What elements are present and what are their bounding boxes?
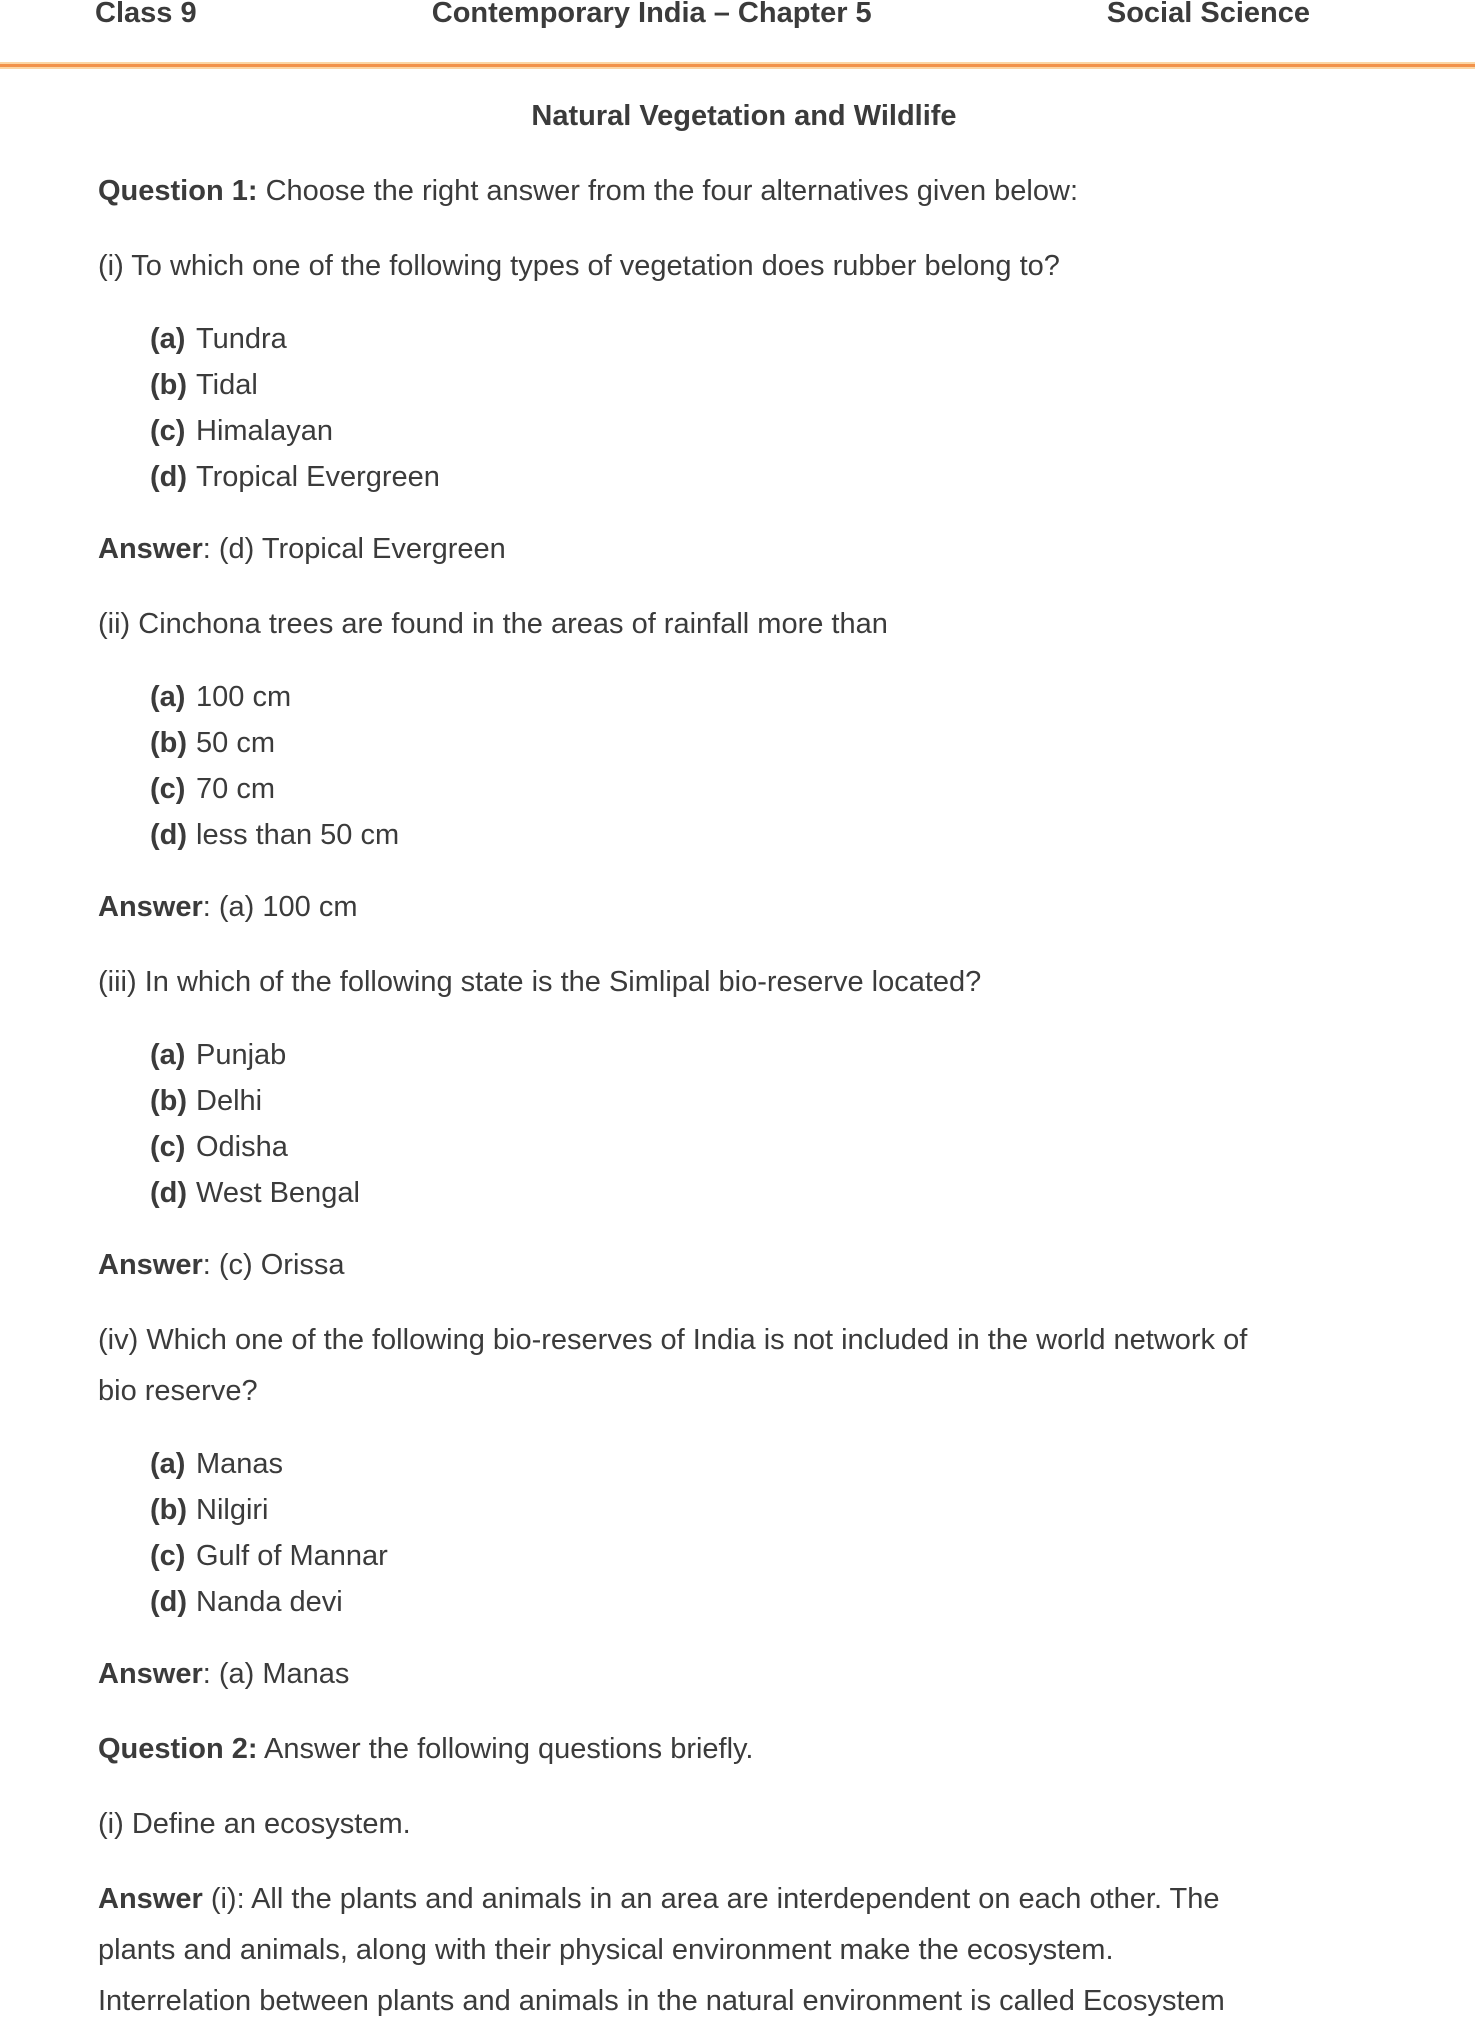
mcq-question-iii: (iii) In which of the following state is the Simlipal bio-reserve located? [98, 966, 982, 998]
option-row [150, 674, 1390, 720]
option-text: West Bengal [196, 1177, 360, 1209]
option-row [150, 1124, 1390, 1170]
mcq-question-i: (i) To which one of the following types of vegetation does rubber belong to? [98, 250, 1060, 282]
option-text: Odisha [196, 1131, 288, 1163]
answer-line-iii [98, 1240, 1390, 1291]
answer-label: Answer [98, 1658, 203, 1690]
option-row [150, 1533, 1390, 1579]
option-label: (a) [150, 1039, 186, 1071]
mcq-question-iv-line2: bio reserve? [98, 1375, 258, 1407]
option-label: (c) [150, 1540, 186, 1572]
option-row [150, 812, 1390, 858]
option-label: (b) [150, 369, 188, 401]
answer-label: Answer [98, 533, 203, 565]
option-text: Tidal [196, 369, 258, 401]
mcq-question-iv [98, 1315, 1390, 1417]
answer-text: : (c) Orissa [202, 1249, 345, 1281]
option-label: (d) [150, 1177, 188, 1209]
option-row [150, 1032, 1390, 1078]
option-label: (d) [150, 461, 188, 493]
page-header [0, 0, 1475, 29]
page-title: Natural Vegetation and Wildlife [531, 100, 957, 132]
answer-paragraph-line3: Interrelation between plants and animals in the natural environment is called Ecosystem [98, 1985, 1225, 2017]
answer-paragraph [98, 1874, 1390, 2027]
option-row [150, 720, 1390, 766]
option-row [150, 1487, 1390, 1533]
option-text: 50 cm [196, 727, 275, 759]
option-text: Tropical Evergreen [196, 461, 440, 493]
chapter-title: Contemporary India – Chapter 5 [431, 0, 872, 29]
option-label: (b) [150, 1494, 188, 1526]
option-label: (b) [150, 727, 188, 759]
options-list-iii [150, 1032, 1390, 1216]
option-label: (d) [150, 819, 188, 851]
class-label: Class 9 [95, 0, 197, 29]
question-2-heading [98, 1724, 1390, 1775]
divider-rule [0, 64, 1475, 67]
answer-paragraph-line2: plants and animals, along with their physical environment make the ecosystem. [98, 1934, 1114, 1966]
question-1-label: Question 1: [98, 175, 258, 207]
option-text: 100 cm [196, 681, 292, 713]
option-text: 70 cm [196, 773, 275, 805]
answer-label: Answer [98, 1249, 203, 1281]
option-text: less than 50 cm [196, 819, 400, 851]
mcq-question-ii: (ii) Cinchona trees are found in the areas of rainfall more than [98, 608, 888, 640]
option-row [150, 1441, 1390, 1487]
option-text: Nilgiri [196, 1494, 269, 1526]
option-row [150, 766, 1390, 812]
sub-question-define-ecosystem: (i) Define an ecosystem. [98, 1808, 411, 1840]
answer-line-iv [98, 1649, 1390, 1700]
option-label: (c) [150, 1131, 186, 1163]
answer-paragraph-line1 [98, 1874, 1390, 1925]
answer-line-i [98, 524, 1390, 575]
question-1-heading [98, 166, 1390, 217]
options-list-ii [150, 674, 1390, 858]
option-label: (c) [150, 773, 186, 805]
option-row [150, 362, 1390, 408]
option-label: (a) [150, 323, 186, 355]
option-row [150, 1579, 1390, 1625]
option-row [150, 454, 1390, 500]
option-text: Tundra [196, 323, 287, 355]
answer-text: : (d) Tropical Evergreen [202, 533, 506, 565]
option-text: Manas [196, 1448, 284, 1480]
option-text: Gulf of Mannar [196, 1540, 388, 1572]
options-list-iv [150, 1441, 1390, 1625]
question-2-intro: Answer the following questions briefly. [257, 1733, 754, 1765]
option-row [150, 316, 1390, 362]
options-list-i [150, 316, 1390, 500]
mcq-question-iv-line1: (iv) Which one of the following bio-reserves of India is not included in the world network of [98, 1324, 1248, 1356]
option-label: (a) [150, 1448, 186, 1480]
option-row [150, 1078, 1390, 1124]
option-text: Himalayan [196, 415, 333, 447]
option-label: (a) [150, 681, 186, 713]
answer-label: Answer [98, 891, 203, 923]
subject-label: Social Science [1106, 0, 1310, 29]
option-text: Punjab [196, 1039, 287, 1071]
option-row [150, 1170, 1390, 1216]
document-body [0, 91, 1475, 2027]
option-label: (c) [150, 415, 186, 447]
answer-label: Answer [98, 1883, 203, 1915]
answer-text: : (a) Manas [202, 1658, 350, 1690]
answer-paragraph-line1-text: (i): All the plants and animals in an area are interdependent on each other. The [202, 1883, 1220, 1915]
question-1-intro: Choose the right answer from the four alternatives given below: [257, 175, 1078, 207]
option-text: Nanda devi [196, 1586, 343, 1618]
option-row [150, 408, 1390, 454]
question-2-label: Question 2: [98, 1733, 258, 1765]
option-label: (d) [150, 1586, 188, 1618]
answer-line-ii [98, 882, 1390, 933]
option-text: Delhi [196, 1085, 263, 1117]
answer-text: : (a) 100 cm [202, 891, 358, 923]
option-label: (b) [150, 1085, 188, 1117]
